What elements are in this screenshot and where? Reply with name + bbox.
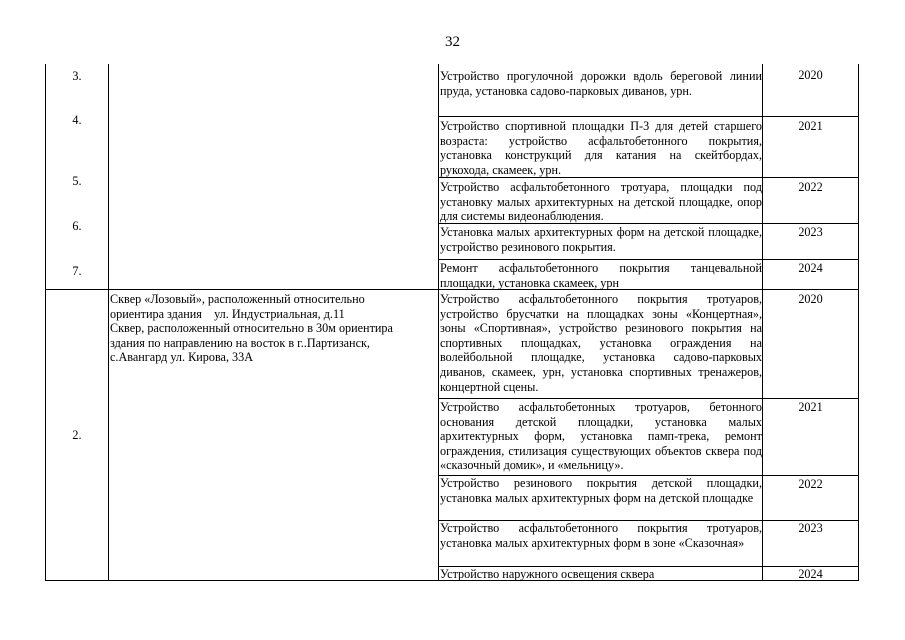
object-address-line: здания по направлению на восток в г..Партизанск, (110, 335, 370, 350)
year-cell: 2022 (798, 477, 823, 491)
work-description: Устройство асфальтобетонного покрытия тротуаров, устройство брусчатки на площадках зоны «Концертная», зоны «Спортивная», устройство резинового покрытия на спортивных площадках, установка ограждения на волейбольной площадке, установка садово-парковых диванов, скамеек, урн, установка спортивных тренажеров, концертной сцены. (440, 292, 762, 394)
object-address-line: Сквер «Лозовый», расположенный относительно (110, 292, 365, 306)
row-number: 5. (72, 174, 82, 188)
object-address (110, 292, 438, 365)
year-cell: 2022 (798, 180, 823, 194)
row-number: 7. (72, 264, 82, 278)
work-description: Ремонт асфальтобетонного покрытия танцевальной площадки, установка скамеек, урн (440, 261, 762, 290)
table-border-right (858, 64, 859, 581)
year-cell: 2024 (798, 567, 823, 581)
row-divider (438, 116, 859, 117)
work-description: Устройство асфальтобетонного покрытия тротуаров, установка малых архитектурных форм в зоне «Сказочная» (440, 521, 762, 550)
work-description: Устройство наружного освещения сквера (440, 567, 655, 581)
object-address-line: с.Авангард ул. Кирова, 33А (110, 350, 254, 365)
row-number: 4. (72, 113, 82, 127)
row-number: 6. (72, 219, 82, 233)
column-divider (762, 64, 763, 581)
column-divider (108, 64, 109, 581)
work-description: Устройство спортивной площадки П-3 для детей старшего возраста: устройство асфальтобетонного покрытия, установка конструкций для катания на скейтбордах, рукохода, скамеек, урн. (440, 119, 762, 177)
year-cell: 2020 (798, 68, 823, 82)
object-address-line: ориентира здания ул. Индустриальная, д.11 (110, 306, 345, 321)
work-description: Устройство асфальтобетонного тротуара, площадки под установку малых архитектурных на детской площадке, опор для системы видеонаблюдения. (440, 180, 762, 224)
year-cell: 2023 (798, 521, 823, 535)
row-divider (438, 398, 859, 399)
year-cell: 2024 (798, 261, 823, 275)
year-cell: 2021 (798, 119, 823, 133)
year-cell: 2021 (798, 400, 823, 414)
year-cell: 2020 (798, 292, 823, 306)
page-number: 32 (445, 34, 460, 50)
work-description: Устройство прогулочной дорожки вдоль береговой линии пруда, установка садово-парковых диванов, урн. (440, 69, 762, 98)
year-cell: 2023 (798, 225, 823, 239)
works-table (45, 64, 859, 581)
work-description: Установка малых архитектурных форм на детской площадке, устройство резинового покрытия. (440, 225, 762, 254)
row-number: 2. (72, 428, 82, 442)
object-address-line: Сквер, расположенный относительно в 30м ориентира (110, 321, 393, 336)
work-description: Устройство асфальтобетонных тротуаров, бетонного основания детской площадки, установка малых архитектурных форм, установка памп-трека, ремонт ограждения, стилизация существующих объектов сквера под «сказочный домик», и «мельницу». (440, 400, 762, 473)
row-divider (438, 259, 859, 260)
row-number: 3. (72, 69, 82, 83)
column-divider (438, 64, 439, 581)
work-description: Устройство резинового покрытия детской площадки, установка малых архитектурных форм на детской площадке (440, 476, 762, 505)
table-border-left (45, 64, 46, 581)
